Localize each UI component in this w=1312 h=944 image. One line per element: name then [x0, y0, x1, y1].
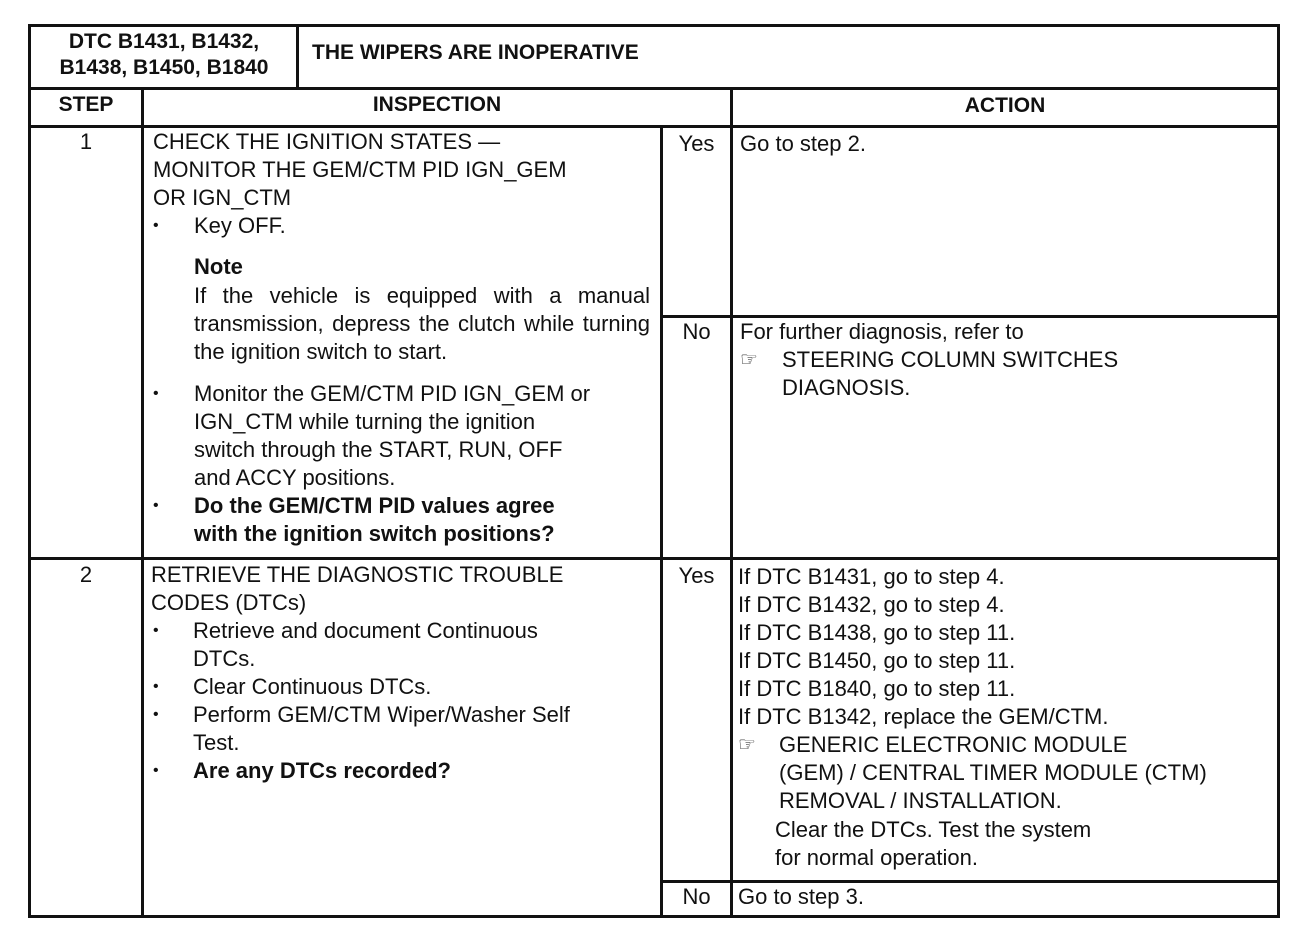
- step1-yes-label: Yes: [678, 131, 715, 156]
- page-title: THE WIPERS ARE INOPERATIVE: [312, 41, 639, 64]
- step1-note-text: If the vehicle is equipped with a manual transmission, depress the clutch while turning the ignition switch to start.: [194, 283, 650, 364]
- step1-bullet2-line1: Monitor the GEM/CTM PID IGN_GEM or: [194, 381, 591, 406]
- step1-question-line1: Do the GEM/CTM PID values agree: [194, 493, 555, 518]
- step1-bullet2-line2: IGN_CTM while turning the ignition: [194, 409, 536, 434]
- step2-yes-after-line1: Clear the DTCs. Test the system: [775, 817, 1092, 842]
- step1-yes-action: Go to step 2.: [740, 131, 866, 156]
- bullet-icon: •: [153, 385, 159, 402]
- rule-between-steps: [28, 557, 1280, 560]
- step2-yes-ref-line2: (GEM) / CENTRAL TIMER MODULE (CTM): [779, 760, 1207, 785]
- bullet-icon: •: [153, 762, 159, 779]
- step2-yes-action-3: If DTC B1438, go to step 11.: [738, 620, 1016, 645]
- reference-hand-icon: ☞: [738, 734, 756, 756]
- rule-below-title: [28, 87, 1280, 90]
- rule-inspection-column: [730, 88, 733, 918]
- bullet-icon: •: [153, 217, 159, 234]
- step2-yes-ref-line1: GENERIC ELECTRONIC MODULE: [779, 732, 1128, 757]
- bullet-icon: •: [153, 497, 159, 514]
- table-border-left: [28, 24, 31, 918]
- bullet-icon: •: [153, 706, 159, 723]
- step2-title-line2: CODES (DTCs): [151, 590, 307, 615]
- step2-bullet3-line2: Test.: [193, 730, 240, 755]
- step2-yes-action-5: If DTC B1840, go to step 11.: [738, 676, 1016, 701]
- step1-title-line1: CHECK THE IGNITION STATES —: [153, 129, 501, 154]
- rule-answer-column: [660, 126, 663, 918]
- step2-yes-action-6: If DTC B1342, replace the GEM/CTM.: [738, 704, 1109, 729]
- step2-yes-ref-line3: REMOVAL / INSTALLATION.: [779, 788, 1062, 813]
- dtc-codes-line1: DTC B1431, B1432,: [68, 30, 260, 53]
- step1-note-label: Note: [194, 254, 243, 279]
- step2-no-action: Go to step 3.: [738, 884, 864, 909]
- step2-yes-label: Yes: [678, 563, 715, 588]
- table-border-bottom: [28, 915, 1280, 918]
- step2-bullet1-line2: DTCs.: [193, 646, 256, 671]
- step1-no-action-intro: For further diagnosis, refer to: [740, 319, 1024, 344]
- step1-question-line2: with the ignition switch positions?: [194, 521, 555, 546]
- step2-title-line1: RETRIEVE THE DIAGNOSTIC TROUBLE: [151, 562, 564, 587]
- step2-question: Are any DTCs recorded?: [193, 758, 451, 783]
- step2-bullet2: Clear Continuous DTCs.: [193, 674, 432, 699]
- step1-no-ref-line1: STEERING COLUMN SWITCHES: [782, 347, 1119, 372]
- step2-bullet1-line1: Retrieve and document Continuous: [193, 618, 538, 643]
- step1-bullet2-line3: switch through the START, RUN, OFF: [194, 437, 563, 462]
- step2-bullet3-line1: Perform GEM/CTM Wiper/Washer Self: [193, 702, 570, 727]
- table-border-top: [28, 24, 1280, 27]
- column-header-action: ACTION: [964, 94, 1046, 117]
- step2-no-label: No: [682, 884, 711, 909]
- step2-yes-action-4: If DTC B1450, go to step 11.: [738, 648, 1016, 673]
- reference-hand-icon: ☞: [740, 349, 758, 371]
- rule-step-column: [141, 88, 144, 918]
- step1-no-ref-line2: DIAGNOSIS.: [782, 375, 911, 400]
- step1-no-label: No: [682, 319, 711, 344]
- step-number-2: 2: [79, 562, 93, 587]
- bullet-icon: •: [153, 678, 159, 695]
- step1-title-line2: MONITOR THE GEM/CTM PID IGN_GEM: [153, 157, 567, 182]
- step1-bullet-key-off: Key OFF.: [194, 213, 286, 238]
- column-header-step: STEP: [58, 93, 114, 116]
- step2-yes-action-1: If DTC B1431, go to step 4.: [738, 564, 1005, 589]
- column-header-inspection: INSPECTION: [372, 93, 502, 116]
- dtc-codes-line2: B1438, B1450, B1840: [59, 56, 269, 79]
- bullet-icon: •: [153, 622, 159, 639]
- diagnostic-table: [28, 24, 1280, 918]
- table-border-right: [1277, 24, 1280, 918]
- step1-title-line3: OR IGN_CTM: [153, 185, 292, 210]
- step2-yes-after-line2: for normal operation.: [775, 845, 978, 870]
- step2-yes-action-2: If DTC B1432, go to step 4.: [738, 592, 1005, 617]
- step1-bullet2-line4: and ACCY positions.: [194, 465, 396, 490]
- step-number-1: 1: [79, 129, 93, 154]
- rule-dtc-title-separator: [296, 24, 299, 88]
